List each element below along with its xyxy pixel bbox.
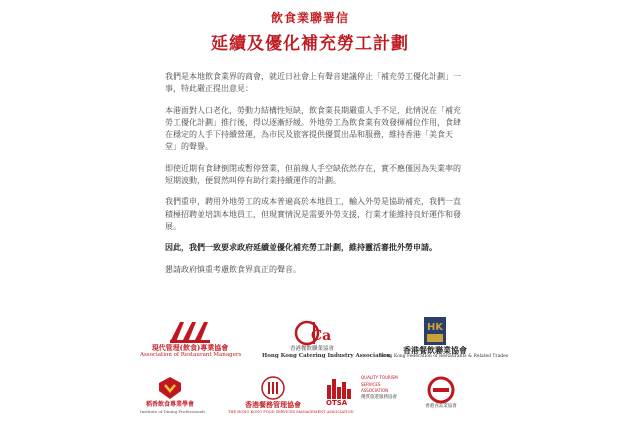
hkfsma-name-en: THE HONG KONG FOOD SERVICES MANAGEMENT ASSOCIATION	[228, 410, 354, 414]
paragraph-vacancies: 即使近期有食肆倒閉或暫停營業，但前線人手空缺依然存在，實不應僅因為失業率的短期波動，便貿然叫停有助行業持續運作的計劃。	[165, 163, 461, 186]
hkfr-name-en: Hong Kong Federation of Restaurants & Related Trades	[380, 354, 509, 359]
qtsa-skyline-icon	[325, 375, 359, 405]
logo-hk-food-trade-association	[416, 376, 466, 411]
cp-emblem-icon	[157, 375, 183, 401]
arm-emblem-icon	[168, 318, 212, 344]
hkfr-mark: HK	[426, 322, 444, 333]
hkcia-mark: Ca	[311, 328, 332, 344]
food-trade-name-zh: 香港食品業協會	[425, 404, 457, 409]
cp-name-en: Institute of Dining Professionals	[140, 409, 206, 414]
logo-hk-catering-industry-association	[262, 318, 391, 359]
arm-name-zh: 現代管理(飲食)專業協會	[151, 343, 229, 352]
hkfr-name-zh: 香港餐飲聯業協會	[403, 345, 467, 355]
qtsa-name-zh: 優質旅遊服務協會	[361, 394, 397, 400]
logo-association-restaurant-managers	[140, 318, 240, 359]
logo-institute-dining-professionals	[140, 375, 206, 416]
food-trade-emblem-icon	[427, 376, 455, 404]
letter-body	[165, 71, 461, 285]
logo-hk-federation-restaurants	[380, 316, 509, 361]
hkcia-name-en: Hong Kong Catering Industry Association	[262, 352, 391, 359]
paragraph-closing: 懇請政府慎重考慮飲食界真正的聲音。	[165, 264, 301, 274]
logo-quality-tourism-services-association	[325, 375, 405, 405]
letter-subtitle: 飲食業聯署信	[270, 11, 349, 25]
arm-name-en: Association of Restaurant Managers	[140, 352, 242, 358]
paragraph-reiterate: 我們重申，聘用外地勞工的成本普遍高於本地員工，輸入外勞是協助補充，我們一直積極招聘並培訓本地員工，但現實情況是需要外勞支援，行業才能維持良好運作和發展。	[165, 197, 461, 231]
cp-name-zh: 稻香飲食專業學會	[145, 401, 194, 408]
paragraph-intro: 我們是本地飲食業界的商會，就近日社會上有聲音建議停止「補充勞工優化計劃」一事，特此嚴正提出意見：	[165, 72, 461, 94]
qtsa-mark: QTSA	[326, 399, 348, 405]
qtsa-name-en: QUALITY TOURISM SERVICES ASSOCIATION	[361, 375, 398, 393]
hkcia-name-zh: 香港餐飲聯業協會	[289, 346, 334, 352]
hkfsma-emblem-icon	[258, 375, 288, 401]
paragraph-demand: 因此，我們一致要求政府延續並優化補充勞工計劃，維持靈活審批外勞申請。	[165, 243, 437, 253]
paragraph-labour-shortage: 本港面對人口老化，勞動力結構性短缺，飲食業長期嚴重人手不足，此情況在「補充勞工優化計劃」推行後，得以逐漸紓緩。外地勞工為飲食業有效發揮補位作用，食肆在穩定的人手下持續營運，為市民及旅客提供優質出品和服務，維持香港「美食天堂」的聲譽。	[165, 105, 461, 152]
hkcia-emblem-icon	[292, 318, 332, 346]
letter-title: 延續及優化補充勞工計劃	[211, 34, 409, 54]
hkfsma-name-zh: 香港餐務管理協會	[245, 400, 301, 409]
hkfr-emblem-icon	[423, 316, 447, 346]
